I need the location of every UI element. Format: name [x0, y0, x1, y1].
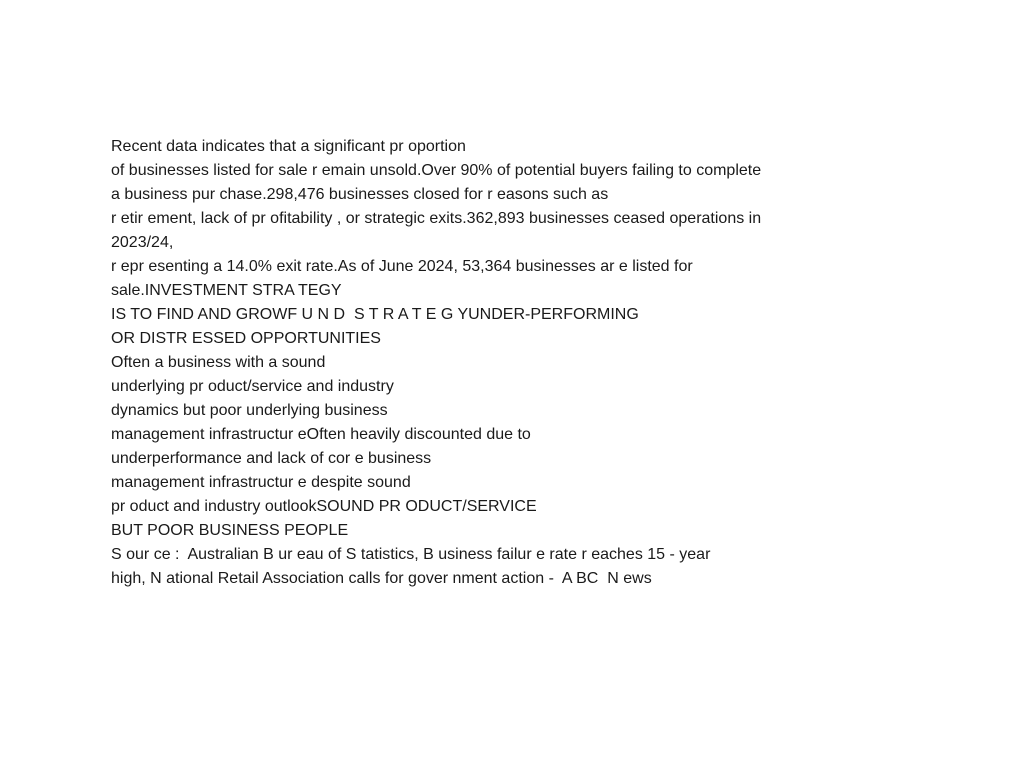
text-line: r etir ement, lack of pr ofitability , or strategic exits.362,893 businesses ceased operations in: [111, 210, 762, 227]
text-line: management infrastructur e despite sound: [111, 474, 411, 491]
text-line: S our ce : Australian B ur eau of S tatistics, B usiness failur e rate r eaches 15 - year: [111, 546, 711, 563]
text-line: a business pur chase.298,476 businesses closed for r easons such as: [111, 186, 609, 203]
document-text-block: [111, 135, 901, 591]
text-line: underperformance and lack of cor e business: [111, 450, 432, 467]
text-line: underlying pr oduct/service and industry: [111, 378, 394, 395]
text-line: IS TO FIND AND GROWF U N D S T R A T E G YUNDER-PERFORMING: [111, 306, 639, 323]
text-line: OR DISTR ESSED OPPORTUNITIES: [111, 330, 381, 347]
text-line: 2023/24,: [111, 234, 174, 251]
text-line: Often a business with a sound: [111, 354, 326, 371]
text-line: sale.INVESTMENT STRA TEGY: [111, 282, 342, 299]
text-line: BUT POOR BUSINESS PEOPLE: [111, 522, 349, 539]
text-line: pr oduct and industry outlookSOUND PR ODUCT/SERVICE: [111, 498, 537, 515]
text-line: management infrastructur eOften heavily discounted due to: [111, 426, 531, 443]
text-line: of businesses listed for sale r emain unsold.Over 90% of potential buyers failing to complete: [111, 162, 762, 179]
text-line: high, N ational Retail Association calls for gover nment action - A BC N ews: [111, 570, 652, 587]
text-line: Recent data indicates that a significant pr oportion: [111, 138, 466, 155]
text-line: dynamics but poor underlying business: [111, 402, 388, 419]
text-line: r epr esenting a 14.0% exit rate.As of June 2024, 53,364 businesses ar e listed for: [111, 258, 693, 275]
